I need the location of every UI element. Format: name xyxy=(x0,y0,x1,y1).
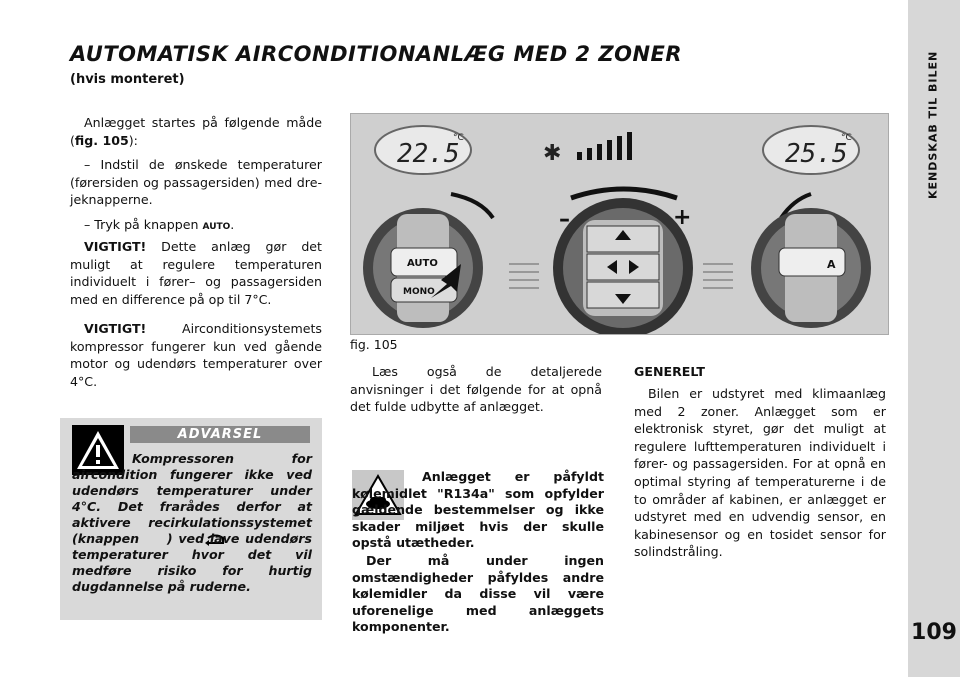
left-unit: °C xyxy=(453,133,464,143)
middle-paragraph: Læs også de detaljerede anvisninger i det følgende for at opnå det fulde udbytte af anlægget. xyxy=(350,364,602,415)
svg-text:✱: ✱ xyxy=(543,141,562,166)
refrigerant-note: Anlægget er påfyldt kølemidlet "R134a" som opfylder gældende bestemmelser og ikke skader miljøet hvis der skulle opstå utætheder. xyxy=(352,469,604,551)
auto-button-label: AUTO xyxy=(407,258,438,269)
recirc-a-label: A xyxy=(827,258,836,271)
fan-speed-knob[interactable] xyxy=(553,198,693,334)
page-title: AUTOMATISK AIRCONDITIONANLÆG MED 2 ZONER xyxy=(70,42,683,66)
page-number: 109 xyxy=(911,620,957,645)
right-temp-display: 25.5 xyxy=(785,139,848,169)
fan-minus-sign: – xyxy=(559,207,570,232)
step-auto: – Tryk på knappen AUTO. xyxy=(84,217,235,232)
auto-key-label: AUTO xyxy=(202,222,231,232)
warning-text: Kompressoren for aircondition fungerer ikke ved udendørs temperaturer under 4°C. Det frarådes derfor at aktivere recirkulationssystemet (knappen ) ved lave udendørs temperaturer hvor det vil medføre risiko for hurtig dugdannelse på ruderne. xyxy=(72,451,312,594)
page-subtitle: (hvis monteret) xyxy=(70,72,185,87)
passenger-temp-knob[interactable] xyxy=(751,208,871,328)
step-temperature: – Indstil de ønskede temperaturer (førersiden og passagersiden) med drejeknapperne. xyxy=(70,157,322,208)
general-paragraph: Bilen er udstyret med klimaanlæg med 2 zoner. Anlægget som er elektronisk styret, gør det muligt at regulere lufttemperaturen individuelt i fører- og passagersiden. For at opnå en optimal styring af temperaturerne i de to områder af kabinen, er anlægget er udstyret med en udvendig sensor, en kabinesensor og en tosidet sensor for solindstråling. xyxy=(634,386,886,560)
recirculation-icon xyxy=(145,534,167,546)
warning-label: ADVARSEL xyxy=(130,426,310,443)
driver-temp-knob[interactable] xyxy=(363,208,483,328)
climate-panel-figure xyxy=(350,113,889,335)
refrigerant-warning: Der må under ingen omstændigheder påfyldes andre kølemidler da disse vil være uforenelige med anlæggets komponenter. xyxy=(352,553,604,635)
fig-reference: fig. 105 xyxy=(74,132,129,148)
section-heading-general: GENERELT xyxy=(634,364,705,379)
mono-button-label: MONO xyxy=(403,287,435,297)
section-title: KENDSKAB TIL BILEN xyxy=(926,50,940,200)
fan-speed-indicator xyxy=(543,132,632,166)
important-note-1: VIGTIGT! Dette anlæg gør det muligt at regulere temperaturen individuelt i fører– og passagersiden med en difference på op til 7°C. xyxy=(70,239,322,307)
figure-caption: fig. 105 xyxy=(350,337,398,352)
fan-plus-sign: + xyxy=(673,205,692,230)
right-unit: °C xyxy=(841,133,852,143)
left-temp-display: 22.5 xyxy=(397,139,460,169)
intro-paragraph: Anlægget startes på følgende måde (fig. 105): xyxy=(70,115,322,148)
important-note-2: VIGTIGT! Airconditionsystemets kompressor fungerer kun ved gående motor og udendørs temperaturer over 4°C. xyxy=(70,321,322,389)
